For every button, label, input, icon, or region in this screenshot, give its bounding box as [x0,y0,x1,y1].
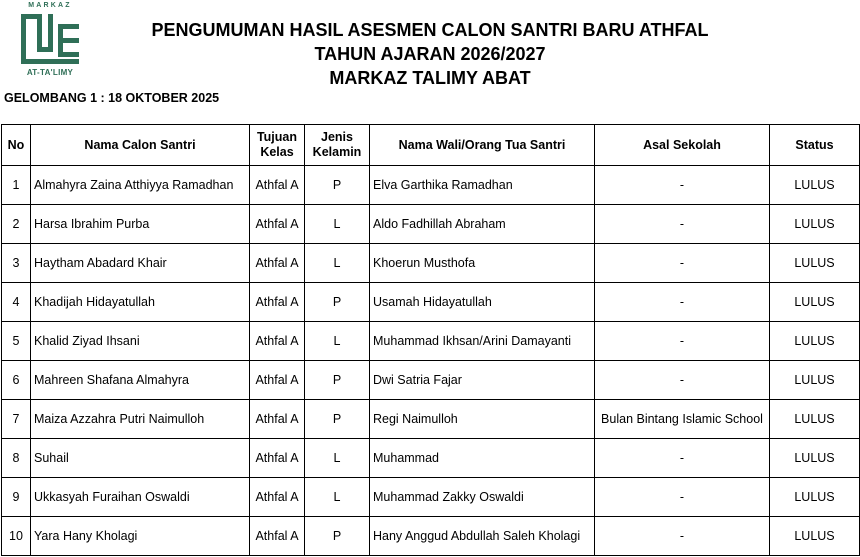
title-line-1: PENGUMUMAN HASIL ASESMEN CALON SANTRI BARU ATHFAL [151,20,709,40]
cell-wali: Elva Garthika Ramadhan [370,166,595,205]
cell-asal: - [595,361,770,400]
cell-jenis-kelamin: P [305,361,370,400]
cell-jenis-kelamin: L [305,244,370,283]
logo-top-text: MARKAZ [28,2,72,9]
header-tujuan-line2: Kelas [260,145,294,159]
cell-kelas: Athfal A [250,166,305,205]
cell-no: 3 [2,244,31,283]
cell-wali: Usamah Hidayatullah [370,283,595,322]
cell-status: LULUS [770,244,860,283]
cell-status: LULUS [770,205,860,244]
cell-nama: Almahyra Zaina Atthiyya Ramadhan [31,166,250,205]
cell-asal: - [595,478,770,517]
cell-status: LULUS [770,400,860,439]
table-row [2,478,860,517]
table-row [2,244,860,283]
table-row [2,283,860,322]
header-jenis-line2: Kelamin [312,145,362,159]
cell-jenis-kelamin: P [305,400,370,439]
header-jenis-kelamin [305,125,370,166]
cell-kelas: Athfal A [250,322,305,361]
cell-nama: Khadijah Hidayatullah [31,283,250,322]
cell-status: LULUS [770,283,860,322]
cell-jenis-kelamin: L [305,322,370,361]
cell-asal: - [595,283,770,322]
cell-jenis-kelamin: L [305,205,370,244]
cell-nama: Mahreen Shafana Almahyra [31,361,250,400]
cell-jenis-kelamin: P [305,517,370,556]
cell-jenis-kelamin: L [305,478,370,517]
cell-asal: - [595,322,770,361]
table-row [2,322,860,361]
cell-asal: - [595,244,770,283]
wave-label: GELOMBANG 1 : 18 OKTOBER 2025 [4,91,220,105]
cell-no: 5 [2,322,31,361]
cell-nama: Haytham Abadard Khair [31,244,250,283]
cell-status: LULUS [770,361,860,400]
table-row [2,361,860,400]
cell-no: 7 [2,400,31,439]
cell-kelas: Athfal A [250,205,305,244]
cell-status: LULUS [770,166,860,205]
cell-status: LULUS [770,439,860,478]
table-body [2,166,860,556]
cell-status: LULUS [770,478,860,517]
cell-nama: Khalid Ziyad Ihsani [31,322,250,361]
table-row [2,517,860,556]
header-row [2,125,860,166]
cell-no: 4 [2,283,31,322]
cell-asal: Bulan Bintang Islamic School [595,400,770,439]
cell-no: 10 [2,517,31,556]
header-wali: Nama Wali/Orang Tua Santri [370,125,595,166]
cell-kelas: Athfal A [250,517,305,556]
logo-bottom-text: AT-TA'LIMY [26,68,74,77]
cell-no: 8 [2,439,31,478]
header-asal: Asal Sekolah [595,125,770,166]
cell-nama: Suhail [31,439,250,478]
header-jenis-line1: Jenis [321,130,353,144]
cell-no: 1 [2,166,31,205]
cell-nama: Yara Hany Kholagi [31,517,250,556]
cell-asal: - [595,205,770,244]
cell-asal: - [595,166,770,205]
results-table [1,124,860,556]
cell-kelas: Athfal A [250,283,305,322]
cell-kelas: Athfal A [250,361,305,400]
cell-wali: Muhammad Zakky Oswaldi [370,478,595,517]
cell-jenis-kelamin: P [305,283,370,322]
cell-kelas: Athfal A [250,439,305,478]
cell-wali: Muhammad Ikhsan/Arini Damayanti [370,322,595,361]
cell-jenis-kelamin: P [305,166,370,205]
cell-wali: Khoerun Musthofa [370,244,595,283]
table-row [2,439,860,478]
cell-kelas: Athfal A [250,244,305,283]
cell-jenis-kelamin: L [305,439,370,478]
cell-nama: Maiza Azzahra Putri Naimulloh [31,400,250,439]
header-nama: Nama Calon Santri [31,125,250,166]
cell-kelas: Athfal A [250,400,305,439]
cell-wali: Aldo Fadhillah Abraham [370,205,595,244]
table-row [2,205,860,244]
header-no: No [2,125,31,166]
cell-wali: Hany Anggud Abdullah Saleh Kholagi [370,517,595,556]
title-line-2: TAHUN AJARAN 2026/2027 [314,44,546,64]
header-status: Status [770,125,860,166]
cell-status: LULUS [770,322,860,361]
cell-nama: Ukkasyah Furaihan Oswaldi [31,478,250,517]
cell-asal: - [595,517,770,556]
cell-wali: Regi Naimulloh [370,400,595,439]
header-tujuan-line1: Tujuan [256,130,298,144]
cell-nama: Harsa Ibrahim Purba [31,205,250,244]
cell-no: 9 [2,478,31,517]
title-line-3: MARKAZ TALIMY ABAT [329,68,531,88]
cell-no: 2 [2,205,31,244]
table-row [2,166,860,205]
table-row [2,400,860,439]
cell-status: LULUS [770,517,860,556]
page-title [0,18,860,90]
header-tujuan-kelas [250,125,305,166]
cell-kelas: Athfal A [250,478,305,517]
cell-asal: - [595,439,770,478]
cell-no: 6 [2,361,31,400]
cell-wali: Dwi Satria Fajar [370,361,595,400]
cell-wali: Muhammad [370,439,595,478]
